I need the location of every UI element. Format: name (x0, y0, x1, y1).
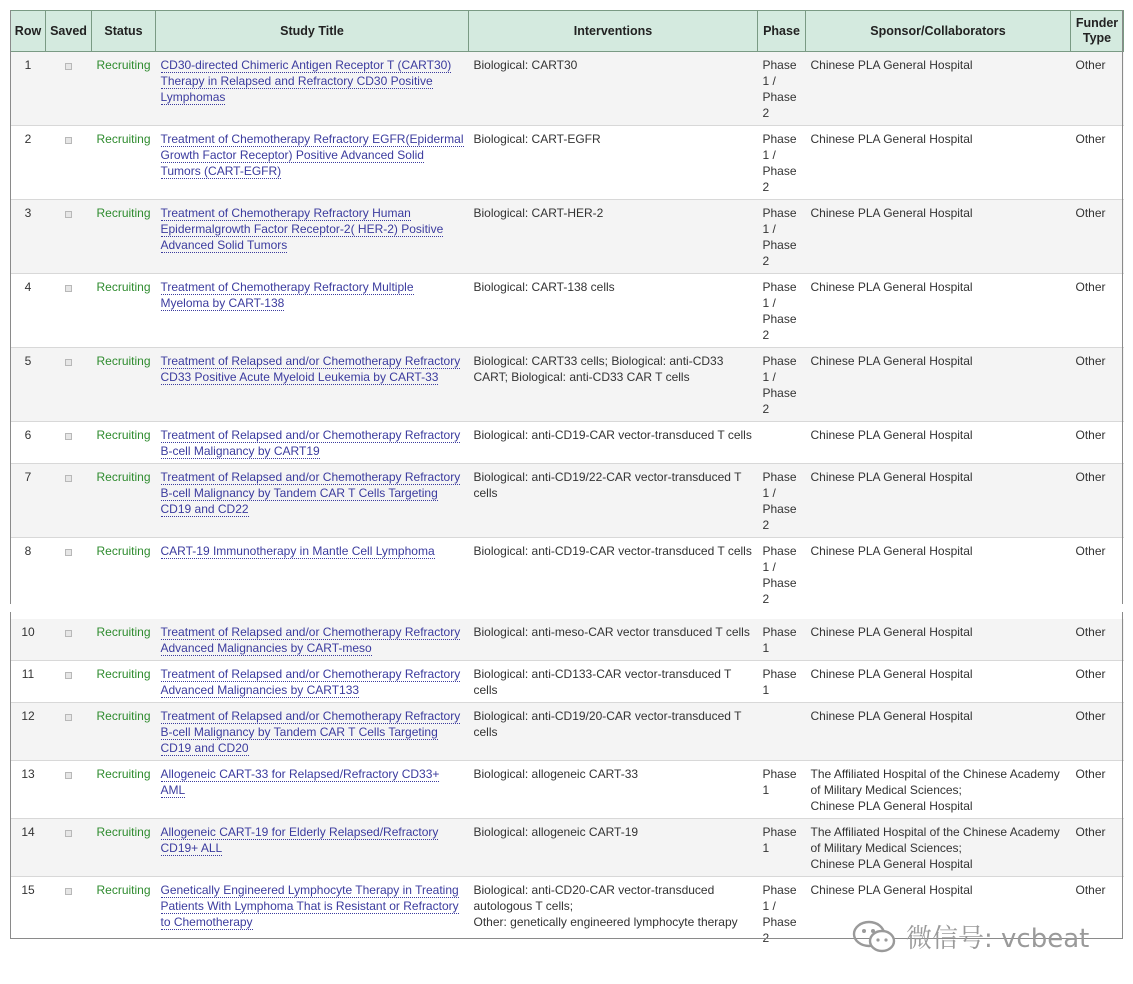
study-title-link[interactable]: Genetically Engineered Lymphocyte Therapy in Treating Patients With Lymphoma That is Resistant or Refractory to Chemotherapy (160, 883, 459, 929)
sponsor-text: Chinese PLA General Hospital (810, 709, 973, 723)
row-number-cell (11, 761, 46, 819)
row-number-text: 7 (24, 470, 32, 484)
table-row (11, 661, 1124, 703)
sponsor-text: Chinese PLA General Hospital (810, 58, 973, 72)
interventions-cell (469, 274, 758, 348)
sponsor-cell (806, 200, 1071, 274)
save-checkbox[interactable] (65, 630, 72, 637)
funder-type-text: Other (1075, 58, 1106, 72)
sponsor-text: Chinese PLA General Hospital (810, 132, 973, 146)
save-checkbox[interactable] (65, 714, 72, 721)
status-text: Recruiting (96, 625, 151, 639)
sponsor-cell (806, 464, 1071, 538)
status-cell (92, 348, 156, 422)
table-row (11, 200, 1124, 274)
phase-text: Phase 1 / Phase 2 (762, 206, 797, 268)
row-number-cell (11, 703, 46, 761)
sponsor-text: Chinese PLA General Hospital (810, 667, 973, 681)
sponsor-text: The Affiliated Hospital of the Chinese Academy of Military Medical Sciences; Chinese PLA General Hospital (810, 767, 1060, 813)
interventions-text: Biological: anti-CD19-CAR vector-transduced T cells (473, 428, 752, 442)
table-row (11, 703, 1124, 761)
phase-text: Phase 1 / Phase 2 (762, 280, 797, 342)
saved-checkbox-cell[interactable] (46, 348, 92, 422)
funder-type-text: Other (1075, 767, 1106, 781)
phase-text: Phase 1 (762, 767, 797, 797)
save-checkbox[interactable] (65, 211, 72, 218)
row-number-cell (11, 464, 46, 538)
study-title-cell (156, 538, 469, 616)
status-text: Recruiting (96, 206, 151, 220)
funder-type-cell (1071, 422, 1124, 464)
col-header-sponsor[interactable]: Sponsor/Collaborators (806, 11, 1071, 52)
interventions-text: Biological: CART-EGFR (473, 132, 601, 146)
status-text: Recruiting (96, 58, 151, 72)
study-title-link[interactable]: Treatment of Chemotherapy Refractory EGFR(Epidermal Growth Factor Receptor) Positive Advanced Solid Tumors (CART-EGFR) (160, 132, 464, 178)
study-title-cell (156, 819, 469, 877)
row-number-text: 5 (24, 354, 32, 368)
table-row (11, 464, 1124, 538)
saved-checkbox-cell[interactable] (46, 274, 92, 348)
col-header-status[interactable]: Status (92, 11, 156, 52)
row-number-cell (11, 274, 46, 348)
study-title-cell (156, 422, 469, 464)
funder-type-text: Other (1075, 883, 1106, 897)
save-checkbox[interactable] (65, 285, 72, 292)
status-cell (92, 761, 156, 819)
table-row (11, 422, 1124, 464)
saved-checkbox-cell[interactable] (46, 703, 92, 761)
save-checkbox[interactable] (65, 359, 72, 366)
funder-type-cell (1071, 661, 1124, 703)
row-number-cell (11, 348, 46, 422)
table-row (11, 274, 1124, 348)
funder-type-text: Other (1075, 544, 1106, 558)
sponsor-cell (806, 703, 1071, 761)
study-title-cell (156, 464, 469, 538)
sponsor-cell (806, 819, 1071, 877)
funder-type-cell (1071, 703, 1124, 761)
phase-cell (758, 819, 806, 877)
col-header-row[interactable]: Row (11, 11, 46, 52)
phase-text: Phase 1 / Phase (762, 883, 797, 929)
sponsor-cell (806, 615, 1071, 661)
interventions-text: Biological: anti-CD19/20-CAR vector-transduced T cells (473, 709, 742, 739)
results-table-container (10, 10, 1123, 950)
save-checkbox[interactable] (65, 63, 72, 70)
status-cell (92, 52, 156, 126)
row-number-text: 8 (24, 544, 32, 558)
saved-checkbox-cell[interactable] (46, 464, 92, 538)
sponsor-text: Chinese PLA General Hospital (810, 544, 973, 558)
table-right-border-lower (1122, 612, 1123, 939)
wechat-icon (852, 919, 898, 955)
study-title-cell (156, 348, 469, 422)
watermark (852, 918, 1089, 955)
sponsor-text: Chinese PLA General Hospital (810, 354, 973, 368)
table-row (11, 761, 1124, 819)
funder-type-cell (1071, 200, 1124, 274)
study-title-cell (156, 703, 469, 761)
table-row (11, 538, 1124, 616)
row-number-text: 1 (24, 58, 32, 72)
save-checkbox[interactable] (65, 888, 72, 895)
sponsor-cell (806, 422, 1071, 464)
save-checkbox[interactable] (65, 549, 72, 556)
table-row (11, 615, 1124, 661)
funder-type-cell (1071, 126, 1124, 200)
phase-cell (758, 126, 806, 200)
save-checkbox[interactable] (65, 830, 72, 837)
col-header-funder-type[interactable]: Funder Type (1071, 11, 1124, 52)
study-title-cell (156, 661, 469, 703)
status-cell (92, 703, 156, 761)
status-cell (92, 126, 156, 200)
funder-type-text: Other (1075, 470, 1106, 484)
status-text: Recruiting (96, 709, 151, 723)
study-title-link[interactable]: Treatment of Relapsed and/or Chemotherapy Refractory B-cell Malignancy by Tandem CAR T Cells Targeting CD19 and CD22 (160, 470, 461, 516)
study-title-link[interactable]: Treatment of Relapsed and/or Chemotherapy Refractory B-cell Malignancy by CART19 (160, 428, 461, 458)
col-header-interventions[interactable]: Interventions (469, 11, 758, 52)
funder-type-text: Other (1075, 667, 1106, 681)
status-cell (92, 819, 156, 877)
status-cell (92, 464, 156, 538)
interventions-cell (469, 52, 758, 126)
funder-type-text: Other (1075, 428, 1106, 442)
funder-type-cell (1071, 819, 1124, 877)
row-number-cell (11, 126, 46, 200)
saved-checkbox-cell[interactable] (46, 126, 92, 200)
row-number-text: 11 (21, 667, 35, 681)
interventions-text: Biological: CART-138 cells (473, 280, 615, 294)
row-number-text: 12 (21, 709, 35, 723)
phase-text: Phase 1 / Phase 2 (762, 470, 797, 532)
funder-type-cell (1071, 615, 1124, 661)
row-number-text: 14 (21, 825, 35, 839)
funder-type-cell (1071, 464, 1124, 538)
interventions-text: Biological: anti-CD133-CAR vector-transduced T cells (473, 667, 732, 697)
phase-cell (758, 464, 806, 538)
interventions-cell (469, 703, 758, 761)
table-row (11, 126, 1124, 200)
table-left-border (10, 10, 11, 604)
study-title-link[interactable]: CD30-directed Chimeric Antigen Receptor T (CART30) Therapy in Relapsed and Refractory CD30 Positive Lymphomas (160, 58, 452, 104)
phase-cell (758, 274, 806, 348)
phase-cell (758, 200, 806, 274)
save-checkbox[interactable] (65, 475, 72, 482)
interventions-text: Biological: CART-HER-2 (473, 206, 604, 220)
study-title-cell (156, 761, 469, 819)
interventions-cell (469, 615, 758, 661)
sponsor-text: Chinese PLA General Hospital (810, 883, 973, 897)
interventions-cell (469, 348, 758, 422)
sponsor-cell (806, 761, 1071, 819)
phase-cell (758, 661, 806, 703)
study-title-link[interactable]: Treatment of Relapsed and/or Chemotherapy Refractory Advanced Malignancies by CART-meso (160, 625, 461, 655)
sponsor-text: Chinese PLA General Hospital (810, 470, 973, 484)
funder-type-text: Other (1075, 354, 1106, 368)
results-table (10, 10, 1124, 950)
row-number-text: 3 (24, 206, 32, 220)
sponsor-cell (806, 661, 1071, 703)
phase-cell (758, 703, 806, 761)
status-text: Recruiting (96, 132, 151, 146)
funder-type-text: Other (1075, 132, 1106, 146)
interventions-cell (469, 126, 758, 200)
study-title-link[interactable]: Allogeneic CART-19 for Elderly Relapsed/Refractory CD19+ ALL (160, 825, 439, 855)
status-text: Recruiting (96, 825, 151, 839)
sponsor-cell (806, 126, 1071, 200)
col-header-phase[interactable]: Phase (758, 11, 806, 52)
study-title-link[interactable]: Treatment of Relapsed and/or Chemotherapy Refractory B-cell Malignancy by Tandem CAR T Cells Targeting CD19 and CD20 (160, 709, 461, 755)
saved-checkbox-cell[interactable] (46, 761, 92, 819)
interventions-cell (469, 422, 758, 464)
status-cell (92, 422, 156, 464)
funder-type-text: Other (1075, 625, 1106, 639)
study-title-link[interactable]: Allogeneic CART-33 for Relapsed/Refractory CD33+ AML (160, 767, 440, 797)
phase-cell (758, 52, 806, 126)
status-text: Recruiting (96, 354, 151, 368)
status-text: Recruiting (96, 280, 151, 294)
sponsor-cell (806, 538, 1071, 616)
save-checkbox[interactable] (65, 772, 72, 779)
row-number-cell (11, 819, 46, 877)
interventions-text: Biological: anti-meso-CAR vector transduced T cells (473, 625, 750, 639)
study-title-link[interactable]: Treatment of Relapsed and/or Chemotherapy Refractory Advanced Malignancies by CART133 (160, 667, 461, 697)
sponsor-text: Chinese PLA General Hospital (810, 280, 973, 294)
status-text: Recruiting (96, 883, 151, 897)
row-number-text: 2 (24, 132, 32, 146)
phase-text: Phase 1 / Phase 2 (762, 354, 797, 416)
col-header-saved[interactable]: Saved (46, 11, 92, 52)
save-checkbox[interactable] (65, 672, 72, 679)
study-title-link[interactable]: Treatment of Chemotherapy Refractory Human Epidermalgrowth Factor Receptor-2( HER-2) Positive Advanced Solid Tumors (160, 206, 444, 252)
sponsor-cell (806, 52, 1071, 126)
phase-cell (758, 761, 806, 819)
save-checkbox[interactable] (65, 433, 72, 440)
saved-checkbox-cell[interactable] (46, 200, 92, 274)
sponsor-cell (806, 274, 1071, 348)
save-checkbox[interactable] (65, 137, 72, 144)
interventions-text: Biological: allogeneic CART-19 (473, 825, 639, 839)
status-text: Recruiting (96, 767, 151, 781)
phase-cell (758, 538, 806, 616)
saved-checkbox-cell[interactable] (46, 661, 92, 703)
status-text: Recruiting (96, 470, 151, 484)
phase-text: Phase 1 / Phase 2 (762, 132, 797, 194)
study-title-link[interactable]: Treatment of Chemotherapy Refractory Multiple Myeloma by CART-138 (160, 280, 414, 310)
funder-type-cell (1071, 52, 1124, 126)
funder-type-cell (1071, 761, 1124, 819)
table-left-border-lower (10, 612, 11, 939)
saved-checkbox-cell[interactable] (46, 538, 92, 616)
interventions-text: Biological: anti-CD19-CAR vector-transduced T cells (473, 544, 752, 558)
table-row (11, 52, 1124, 126)
study-title-cell (156, 126, 469, 200)
funder-type-text: Other (1075, 280, 1106, 294)
interventions-text: Biological: CART33 cells; Biological: anti-CD33 CART; Biological: anti-CD33 CAR T cells (473, 354, 724, 384)
row-number-cell (11, 200, 46, 274)
status-text: Recruiting (96, 428, 151, 442)
funder-type-cell (1071, 538, 1124, 616)
phase-text: Phase 1 (762, 667, 797, 697)
status-cell (92, 538, 156, 616)
table-header-row (11, 11, 1124, 52)
interventions-text: Biological: CART30 (473, 58, 578, 72)
saved-checkbox-cell[interactable] (46, 615, 92, 661)
interventions-cell (469, 538, 758, 616)
sponsor-text: Chinese PLA General Hospital (810, 206, 973, 220)
funder-type-cell (1071, 348, 1124, 422)
table-row (11, 348, 1124, 422)
study-title-cell (156, 52, 469, 126)
sponsor-text: Chinese PLA General Hospital (810, 625, 973, 639)
phase-text: Phase 1 / Phase 2 (762, 58, 797, 120)
phase-cell (758, 422, 806, 464)
phase-text: Phase 1 (762, 825, 797, 855)
row-number-cell (11, 52, 46, 126)
row-number-text: 13 (21, 767, 35, 781)
interventions-text: Biological: allogeneic CART-33 (473, 767, 639, 781)
saved-checkbox-cell[interactable] (46, 422, 92, 464)
interventions-cell (469, 661, 758, 703)
interventions-cell (469, 200, 758, 274)
funder-type-text: Other (1075, 825, 1106, 839)
funder-type-cell (1071, 274, 1124, 348)
watermark-text: 微信号: vcbeat (906, 924, 1090, 954)
study-title-cell (156, 274, 469, 348)
col-header-study-title[interactable]: Study Title (156, 11, 469, 52)
status-cell (92, 661, 156, 703)
row-number-cell (11, 538, 46, 616)
study-title-link[interactable]: Treatment of Relapsed and/or Chemotherapy Refractory CD33 Positive Acute Myeloid Leukemia by CART-33 (160, 354, 461, 384)
row-number-text: 6 (24, 428, 32, 442)
interventions-text: Biological: anti-CD20-CAR vector-transduced autologous T cells; Other: genetically engineered lymphocyte therapy (473, 883, 738, 929)
interventions-text: Biological: anti-CD19/22-CAR vector-transduced T cells (473, 470, 742, 500)
study-title-cell (156, 200, 469, 274)
status-text: Recruiting (96, 544, 151, 558)
phase-cell (758, 348, 806, 422)
interventions-cell (469, 464, 758, 538)
status-cell (92, 615, 156, 661)
status-text: Recruiting (96, 667, 151, 681)
status-cell (92, 274, 156, 348)
row-number-cell (11, 422, 46, 464)
phase-cell (758, 615, 806, 661)
status-cell (92, 200, 156, 274)
study-title-cell (156, 615, 469, 661)
study-title-link[interactable]: CART-19 Immunotherapy in Mantle Cell Lymphoma (160, 544, 435, 558)
sponsor-text: The Affiliated Hospital of the Chinese Academy of Military Medical Sciences; Chinese PLA General Hospital (810, 825, 1060, 871)
saved-checkbox-cell[interactable] (46, 52, 92, 126)
sponsor-text: Chinese PLA General Hospital (810, 428, 973, 442)
funder-type-text: Other (1075, 206, 1106, 220)
table-right-border (1122, 10, 1123, 604)
interventions-cell (469, 761, 758, 819)
sponsor-cell (806, 348, 1071, 422)
row-number-text: 10 (21, 625, 35, 639)
interventions-cell (469, 819, 758, 877)
row-number-text: 4 (24, 280, 32, 294)
row-number-text: 15 (21, 883, 35, 897)
phase-text: Phase 1 / Phase 2 (762, 544, 797, 606)
table-row (11, 819, 1124, 877)
row-number-cell (11, 615, 46, 661)
row-number-cell (11, 661, 46, 703)
funder-type-text: Other (1075, 709, 1106, 723)
phase-text: Phase 1 (762, 625, 797, 655)
saved-checkbox-cell[interactable] (46, 819, 92, 877)
